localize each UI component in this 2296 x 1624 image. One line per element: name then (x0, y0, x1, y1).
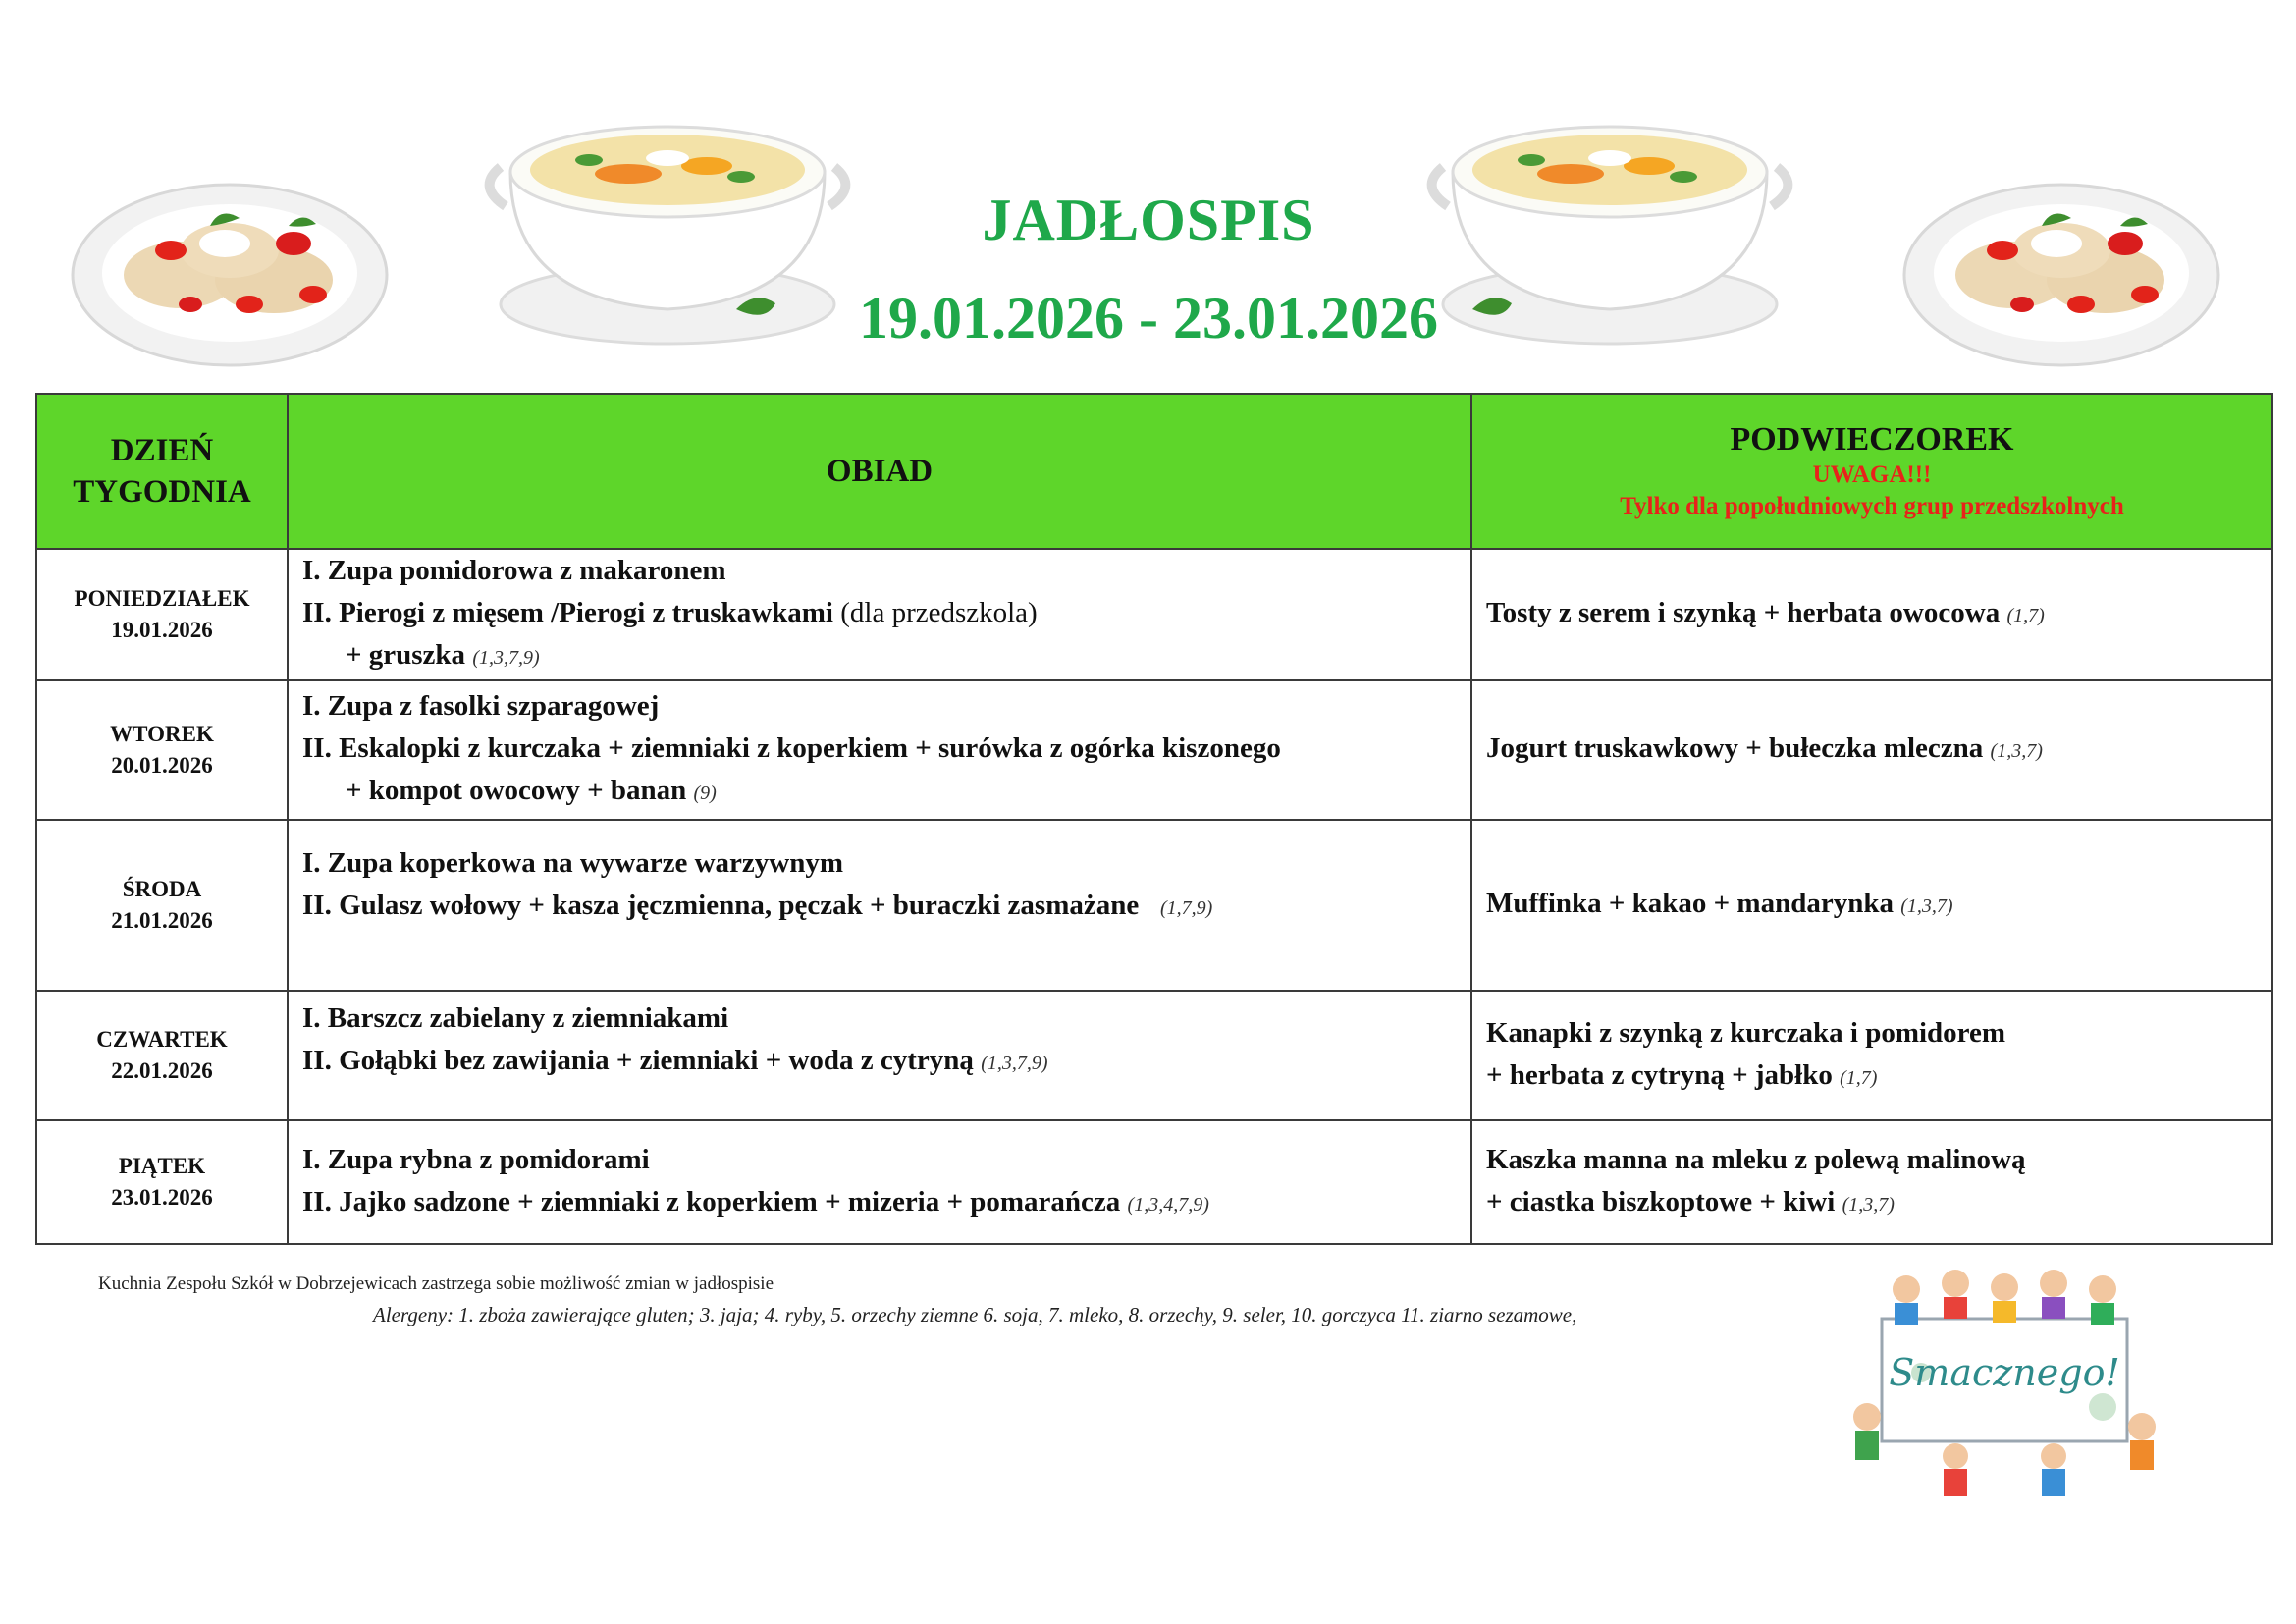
obiad-soup: I. Zupa z fasolki szparagowej (302, 690, 660, 722)
day-cell (36, 1120, 288, 1244)
day-date: 19.01.2026 (111, 618, 213, 642)
day-date: 21.01.2026 (111, 908, 213, 933)
menu-table (35, 393, 2273, 1245)
obiad-cell (288, 991, 1471, 1120)
header-pod-title: PODWIECZOREK (1730, 421, 2014, 458)
obiad-cell (288, 1120, 1471, 1244)
obiad-cell (288, 680, 1471, 820)
page-title: JADŁOSPIS (982, 188, 1315, 252)
podwieczorek-cell (1471, 1120, 2272, 1244)
day-cell (36, 820, 288, 991)
pod-line (1486, 592, 2271, 637)
podwieczorek-cell (1471, 680, 2272, 820)
pierogi-plate-left-image (63, 157, 397, 373)
obiad-soup: I. Barszcz zabielany z ziemniakami (302, 1001, 729, 1034)
obiad-allergens: (9) (693, 783, 717, 804)
allergens-legend: Alergeny: 1. zboża zawierające gluten; 3. jaja; 4. ryby, 5. orzechy ziemne 6. soja, 7. mleko, 8. orzechy, 9. seler, 10. gorczyca 11. ziarno sezamowe, (373, 1303, 1577, 1326)
day-cell (36, 549, 288, 680)
obiad-extra-line (302, 770, 1470, 815)
header-pod-note: Tylko dla popołudniowych grup przedszkolnych (1620, 493, 2124, 519)
table-row (36, 1120, 2272, 1244)
pod-allergens: (1,3,7) (1842, 1193, 1895, 1216)
obiad-main-line (302, 592, 1470, 634)
table-row (36, 991, 2272, 1120)
obiad-main: II. Gulasz wołowy + kasza jęczmienna, pęczak + buraczki zasmażane (302, 889, 1140, 921)
header-day-line2: TYGODNIA (73, 474, 251, 510)
day-name: PONIEDZIAŁEK (74, 586, 250, 611)
pierogi-plate-right-image (1895, 157, 2228, 373)
day-date: 23.01.2026 (111, 1185, 213, 1210)
obiad-cell (288, 820, 1471, 991)
pod-line2 (1486, 1181, 2271, 1226)
pod-text: Tosty z serem i szynką + herbata owocowa (1486, 597, 2001, 628)
header-day (36, 394, 288, 549)
day-name: ŚRODA (122, 877, 202, 901)
pod-allergens: (1,7) (2006, 605, 2045, 626)
pod-text: Muffinka + kakao + mandarynka (1486, 888, 1894, 919)
header-podwieczorek (1471, 394, 2272, 549)
table-header-row (36, 394, 2272, 549)
obiad-cell (288, 549, 1471, 680)
obiad-main: II. Pierogi z mięsem /Pierogi z truskawkami (302, 597, 833, 628)
obiad-soup: I. Zupa koperkowa na wywarze warzywnym (302, 846, 843, 879)
day-name: PIĄTEK (118, 1154, 206, 1178)
obiad-extra-line (302, 634, 1470, 679)
day-cell (36, 991, 288, 1120)
header-pod-warning: UWAGA!!! (1812, 461, 1932, 488)
obiad-main: II. Eskalopki z kurczaka + ziemniaki z koperkiem + surówka z ogórka kiszonego (302, 732, 1281, 764)
obiad-allergens: (1,7,9) (1159, 896, 1213, 919)
pod-allergens: (1,7) (1840, 1066, 1878, 1089)
table-row (36, 549, 2272, 680)
podwieczorek-cell (1471, 820, 2272, 991)
day-date: 20.01.2026 (111, 753, 213, 778)
day-name: WTOREK (110, 722, 214, 746)
obiad-main-line (302, 885, 1470, 930)
obiad-allergens: (1,3,7,9) (472, 647, 540, 669)
obiad-soup: I. Zupa rybna z pomidorami (302, 1143, 650, 1175)
obiad-main-line (302, 1040, 1470, 1085)
smacznego-text: Smacznego! (1889, 1351, 2120, 1394)
obiad-allergens: (1,3,4,7,9) (1127, 1193, 1209, 1216)
obiad-soup: I. Zupa pomidorowa z makaronem (302, 555, 726, 586)
obiad-extra: + kompot owocowy + banan (346, 775, 687, 806)
podwieczorek-cell (1471, 549, 2272, 680)
smacznego-kids-image (1828, 1260, 2181, 1500)
header-day-line1: DZIEŃ (110, 433, 214, 468)
kitchen-disclaimer: Kuchnia Zespołu Szkół w Dobrzejewicach zastrzega sobie możliwość zmian w jadłospisie (98, 1273, 774, 1294)
header-obiad: OBIAD (288, 394, 1471, 549)
date-range: 19.01.2026 - 23.01.2026 (859, 286, 1438, 351)
pod-line (1486, 883, 2271, 928)
day-name: CZWARTEK (96, 1027, 228, 1052)
pod-allergens: (1,3,7) (1990, 740, 2043, 762)
spacer (302, 1085, 1470, 1114)
pod-line1: Kanapki z szynką z kurczaka i pomidorem (1486, 1016, 2006, 1049)
obiad-allergens: (1,3,7,9) (981, 1052, 1048, 1074)
obiad-main: II. Jajko sadzone + ziemniaki z koperkiem + mizeria + pomarańcza (302, 1185, 1121, 1218)
pod-line2 (1486, 1055, 2271, 1100)
obiad-main-note: (dla przedszkola) (840, 597, 1038, 628)
obiad-main: II. Gołąbki bez zawijania + ziemniaki + woda z cytryną (302, 1044, 974, 1076)
day-cell (36, 680, 288, 820)
pod-text: + ciastka biszkoptowe + kiwi (1486, 1185, 1836, 1218)
table-row (36, 680, 2272, 820)
pod-allergens: (1,3,7) (1900, 895, 1953, 917)
podwieczorek-cell (1471, 991, 2272, 1120)
pod-text: Jogurt truskawkowy + bułeczka mleczna (1486, 732, 1984, 764)
pod-line1: Kaszka manna na mleku z polewą malinową (1486, 1143, 2026, 1175)
pod-text: + herbata z cytryną + jabłko (1486, 1058, 1833, 1091)
obiad-main-line (302, 1181, 1470, 1226)
day-date: 22.01.2026 (111, 1058, 213, 1083)
obiad-extra: + gruszka (346, 639, 466, 671)
table-row (36, 820, 2272, 991)
spacer (302, 930, 1470, 969)
pod-line (1486, 728, 2271, 773)
